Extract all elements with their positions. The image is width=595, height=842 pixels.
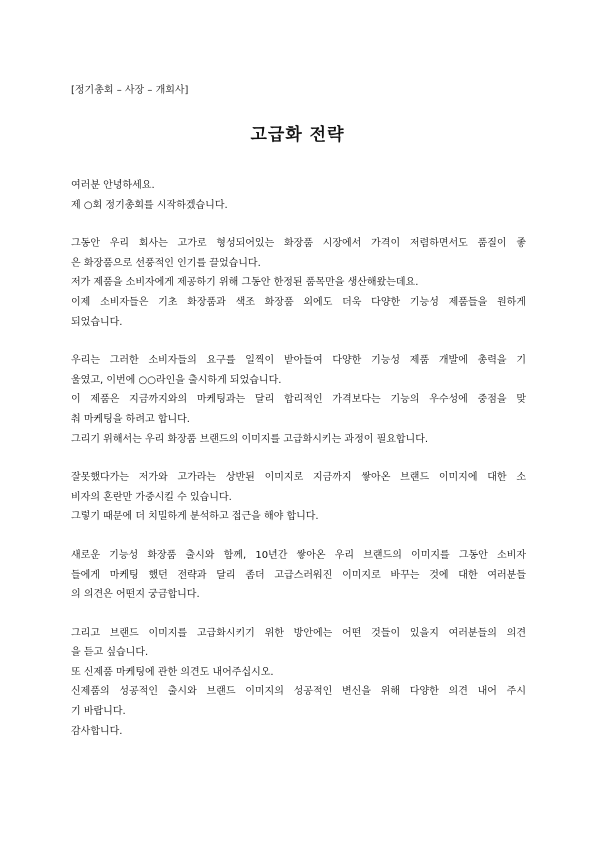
text-line: 춰 마케팅을 하려고 합니다. bbox=[71, 413, 190, 425]
text-line: 이제 소비자들은 기초 화장품과 색조 화장품 외에도 더욱 다양한 기능성 제품들을 원하게 bbox=[71, 296, 526, 308]
text-line: 감사합니다. bbox=[71, 725, 123, 737]
text-line: 제 ○회 정기총회를 시작하겠습니다. bbox=[71, 199, 228, 211]
text-line: 기 바랍니다. bbox=[71, 706, 126, 718]
paragraph bbox=[71, 234, 526, 332]
text-line: 의 의견은 어떤지 궁금합니다. bbox=[71, 589, 200, 601]
header-tag: [정기총회 – 사장 – 개회사] bbox=[71, 85, 189, 96]
text-line: 그렇기 때문에 더 치밀하게 분석하고 접근을 해야 합니다. bbox=[71, 511, 319, 523]
text-line: 또 신제품 마케팅에 관한 의견도 내어주십시오. bbox=[71, 666, 274, 678]
document-title: 고급화 전략 bbox=[250, 125, 345, 145]
text-line: 들에게 마케팅 했던 전략과 달리 좀더 고급스러워진 이미지로 바꾸는 것에 대한 여러분들 bbox=[71, 569, 526, 581]
text-line: 을 듣고 싶습니다. bbox=[71, 647, 149, 659]
paragraph bbox=[71, 351, 526, 449]
paragraph bbox=[71, 624, 526, 742]
text-line: 그리기 위해서는 우리 화장품 브랜드의 이미지를 고급화시키는 과정이 필요합니다. bbox=[71, 433, 429, 445]
paragraph bbox=[71, 546, 526, 605]
text-line: 이 제품은 지금까지와의 마케팅과는 달리 합리적인 가격보다는 기능의 우수성에 중점을 맞 bbox=[71, 394, 526, 406]
text-line: 신제품의 성공적인 출시와 브랜드 이미지의 성공적인 변신을 위해 다양한 의견 내어 주시 bbox=[71, 686, 526, 698]
text-line: 그동안 우리 회사는 고가로 형성되어있는 화장품 시장에서 가격이 저렴하면서도 품질이 좋 bbox=[71, 238, 526, 250]
text-line: 비자의 혼란만 가중시킬 수 있습니다. bbox=[71, 491, 232, 503]
text-line: 그리고 브랜드 이미지를 고급화시키기 위한 방안에는 어떤 것들이 있을지 여러분들의 의견 bbox=[71, 627, 526, 639]
text-line: 되었습니다. bbox=[71, 316, 123, 328]
text-line: 잘못했다가는 저가와 고가라는 상반된 이미지로 지금까지 쌓아온 브랜드 이미지에 대한 소 bbox=[71, 472, 526, 484]
text-line: 새로운 기능성 화장품 출시와 함께, 10년간 쌓아온 우리 브랜드의 이미지를 그동안 소비자 bbox=[71, 549, 526, 561]
paragraph bbox=[71, 468, 526, 527]
text-line: 여러분 안녕하세요. bbox=[71, 180, 155, 191]
document-body bbox=[71, 176, 526, 760]
text-line: 우리는 그러한 소비자들의 요구를 일찍이 받아들여 다양한 기능성 제품 개발에 총력을 기 bbox=[71, 355, 526, 367]
text-line: 저가 제품을 소비자에게 제공하기 위해 그동안 한정된 품목만을 생산해왔는데요. bbox=[71, 277, 419, 289]
text-line: 울였고, 이번에 ○○라인을 출시하게 되었습니다. bbox=[71, 374, 282, 386]
paragraph bbox=[71, 176, 526, 215]
text-line: 은 화장품으로 선풍적인 인기를 끌었습니다. bbox=[71, 257, 261, 269]
